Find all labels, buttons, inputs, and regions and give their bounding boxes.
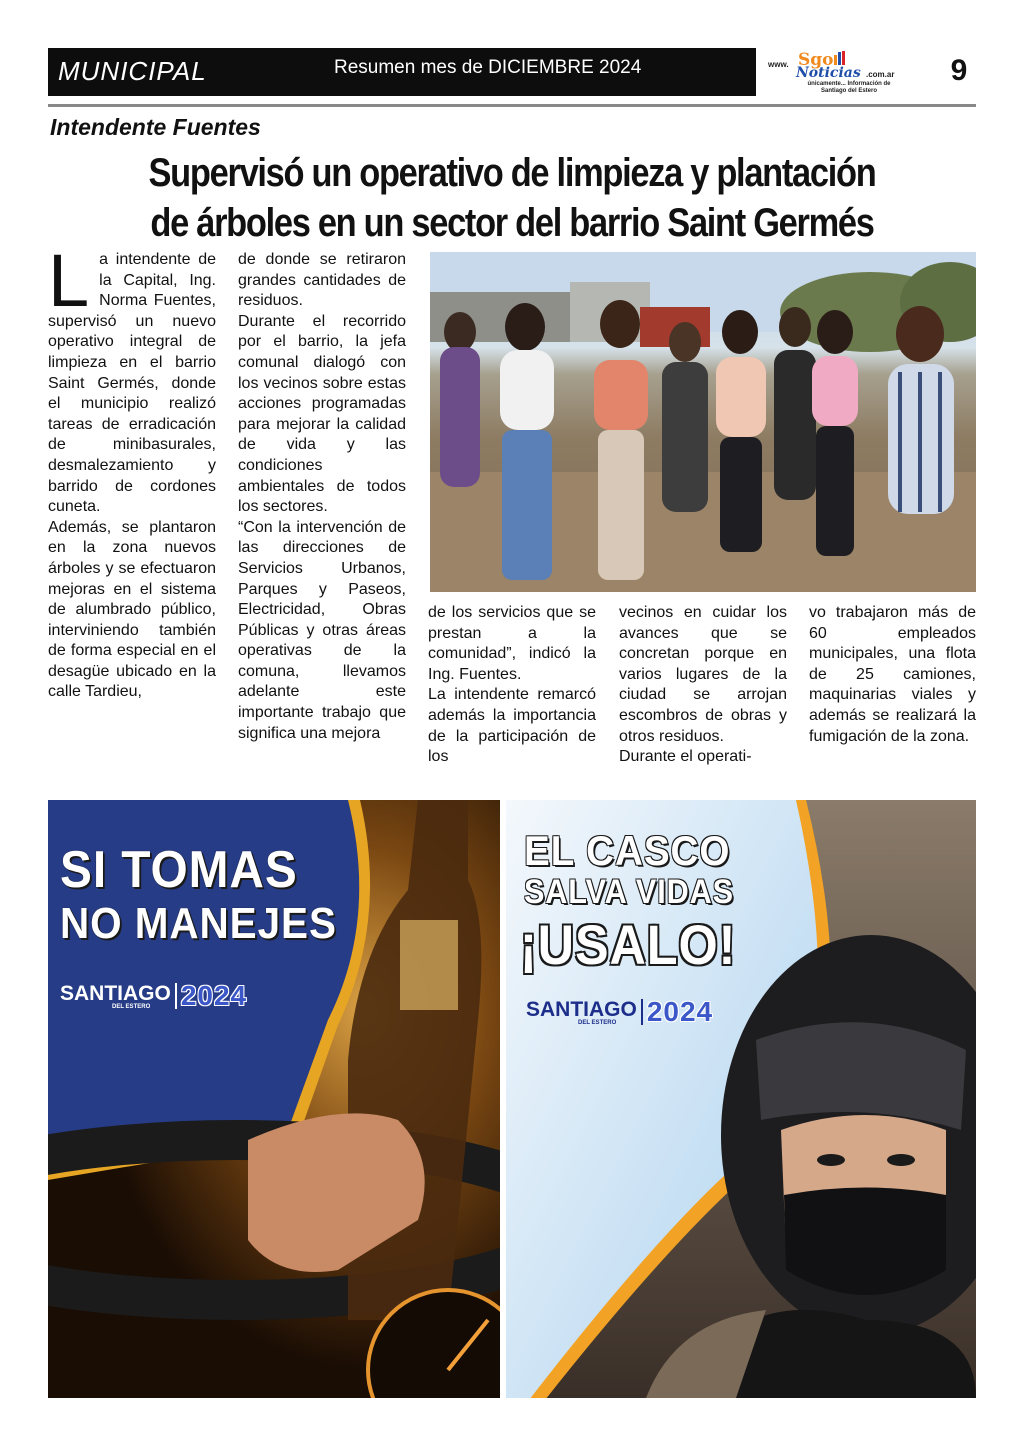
article-paragraph: La intendente remarcó además la importancia de la participación de los xyxy=(428,686,596,766)
brand-subtitle: DEL ESTERO xyxy=(112,1004,151,1010)
header-rule xyxy=(48,104,976,107)
article-kicker: Intendente Fuentes xyxy=(50,114,261,140)
article-column-3 xyxy=(428,603,596,768)
brand-logo xyxy=(526,996,713,1028)
article-paragraph: “Con la intervención de las direcciones de Servicios Urbanos, Parques y Paseos, Electricidad, Obras Públicas y otras áreas operativas de la comuna, llevamos adelante este importante trabajo que significa una mejora xyxy=(238,518,406,742)
newspaper-logo xyxy=(762,48,940,96)
brand-separator xyxy=(641,999,643,1025)
brand-logo xyxy=(60,980,247,1012)
issue-title: Resumen mes de DICIEMBRE 2024 xyxy=(334,57,642,78)
ad-right-line-1: EL CASCO xyxy=(524,827,731,874)
article-column-1 xyxy=(48,239,216,703)
paragraph-text: a intendente de la Capital, Ing. Norma Fuentes, supervisó un nuevo operativo integral de limpieza en el barrio Saint Germés, donde el municipio realizó tareas de erradicación de minibasurales, desmalezamiento y barrido de cordones cuneta. xyxy=(48,251,216,516)
logo-www: www. xyxy=(768,60,789,69)
logo-tagline-2: Santiago del Estero xyxy=(820,88,877,94)
article-column-5 xyxy=(809,603,976,747)
article-photo xyxy=(430,252,976,592)
logo-noticias: Noticias xyxy=(796,65,861,81)
article-column-4 xyxy=(619,603,787,768)
logo-domain: .com.ar xyxy=(866,70,895,79)
ad-helmet xyxy=(506,800,976,1398)
ad-left-line-2: NO MANEJES xyxy=(60,899,337,948)
section-header-bar xyxy=(48,48,756,96)
page-number: 9 xyxy=(950,54,968,87)
headline-line-2: de árboles en un sector del barrio Saint Germés xyxy=(150,201,874,245)
ad-drink-driving xyxy=(48,800,500,1398)
logo-tagline xyxy=(784,81,914,95)
headline-line-1: Supervisó un operativo de limpieza y plantación xyxy=(148,151,876,195)
article-paragraph: vecinos en cuidar los avances que se concretan porque en varios lugares de la ciudad se arrojan escombros de obras y otros residuos. xyxy=(619,604,787,745)
article-paragraph: de los servicios que se prestan a la comunidad”, indicó la Ing. Fuentes. xyxy=(428,604,596,683)
brand-separator xyxy=(175,983,177,1009)
logo-sgo: Sgo xyxy=(798,50,834,70)
drop-cap: L xyxy=(48,239,90,322)
section-name: MUNICIPAL xyxy=(58,56,207,86)
photo-illustration xyxy=(430,252,976,592)
article-headline xyxy=(113,148,911,248)
brand-year: 2024 xyxy=(180,980,248,1011)
article-column-2 xyxy=(238,250,406,744)
logo-bars-icon xyxy=(834,51,848,65)
article-paragraph: Además, se plantaron en la zona nuevos árboles y se efectuaron mejoras en el sistema de alumbrado público, interviniendo también de forma especial en el desagüe ubicado en la calle Tardieu, xyxy=(48,518,216,701)
article-paragraph: Durante el recorrido por el barrio, la jefa comunal dialogó con los vecinos sobre estas acciones programadas para mejorar la calidad de vida y las condiciones ambientales de todos los sectores. xyxy=(238,312,406,516)
ad-left-line-1: SI TOMAS xyxy=(60,841,298,899)
brand-name: SANTIAGO xyxy=(526,998,637,1022)
brand-subtitle: DEL ESTERO xyxy=(578,1020,617,1026)
brand-year: 2024 xyxy=(646,996,714,1027)
article-paragraph: de donde se retiraron grandes cantidades de residuos. xyxy=(238,251,406,310)
article-paragraph: Durante el operati- xyxy=(619,748,752,766)
logo-tagline-1: únicamente... Información de xyxy=(807,81,891,87)
article-paragraph: vo trabajaron más de 60 empleados municipales, una flota de 25 camiones, maquinarias viales y además se realizará la fumigación de la zona. xyxy=(809,604,976,745)
ad-right-line-2: SALVA VIDAS xyxy=(524,873,734,911)
ad-right-line-3: ¡USALO! xyxy=(520,913,737,976)
article-paragraph xyxy=(48,239,216,518)
brand-name: SANTIAGO xyxy=(60,982,171,1006)
